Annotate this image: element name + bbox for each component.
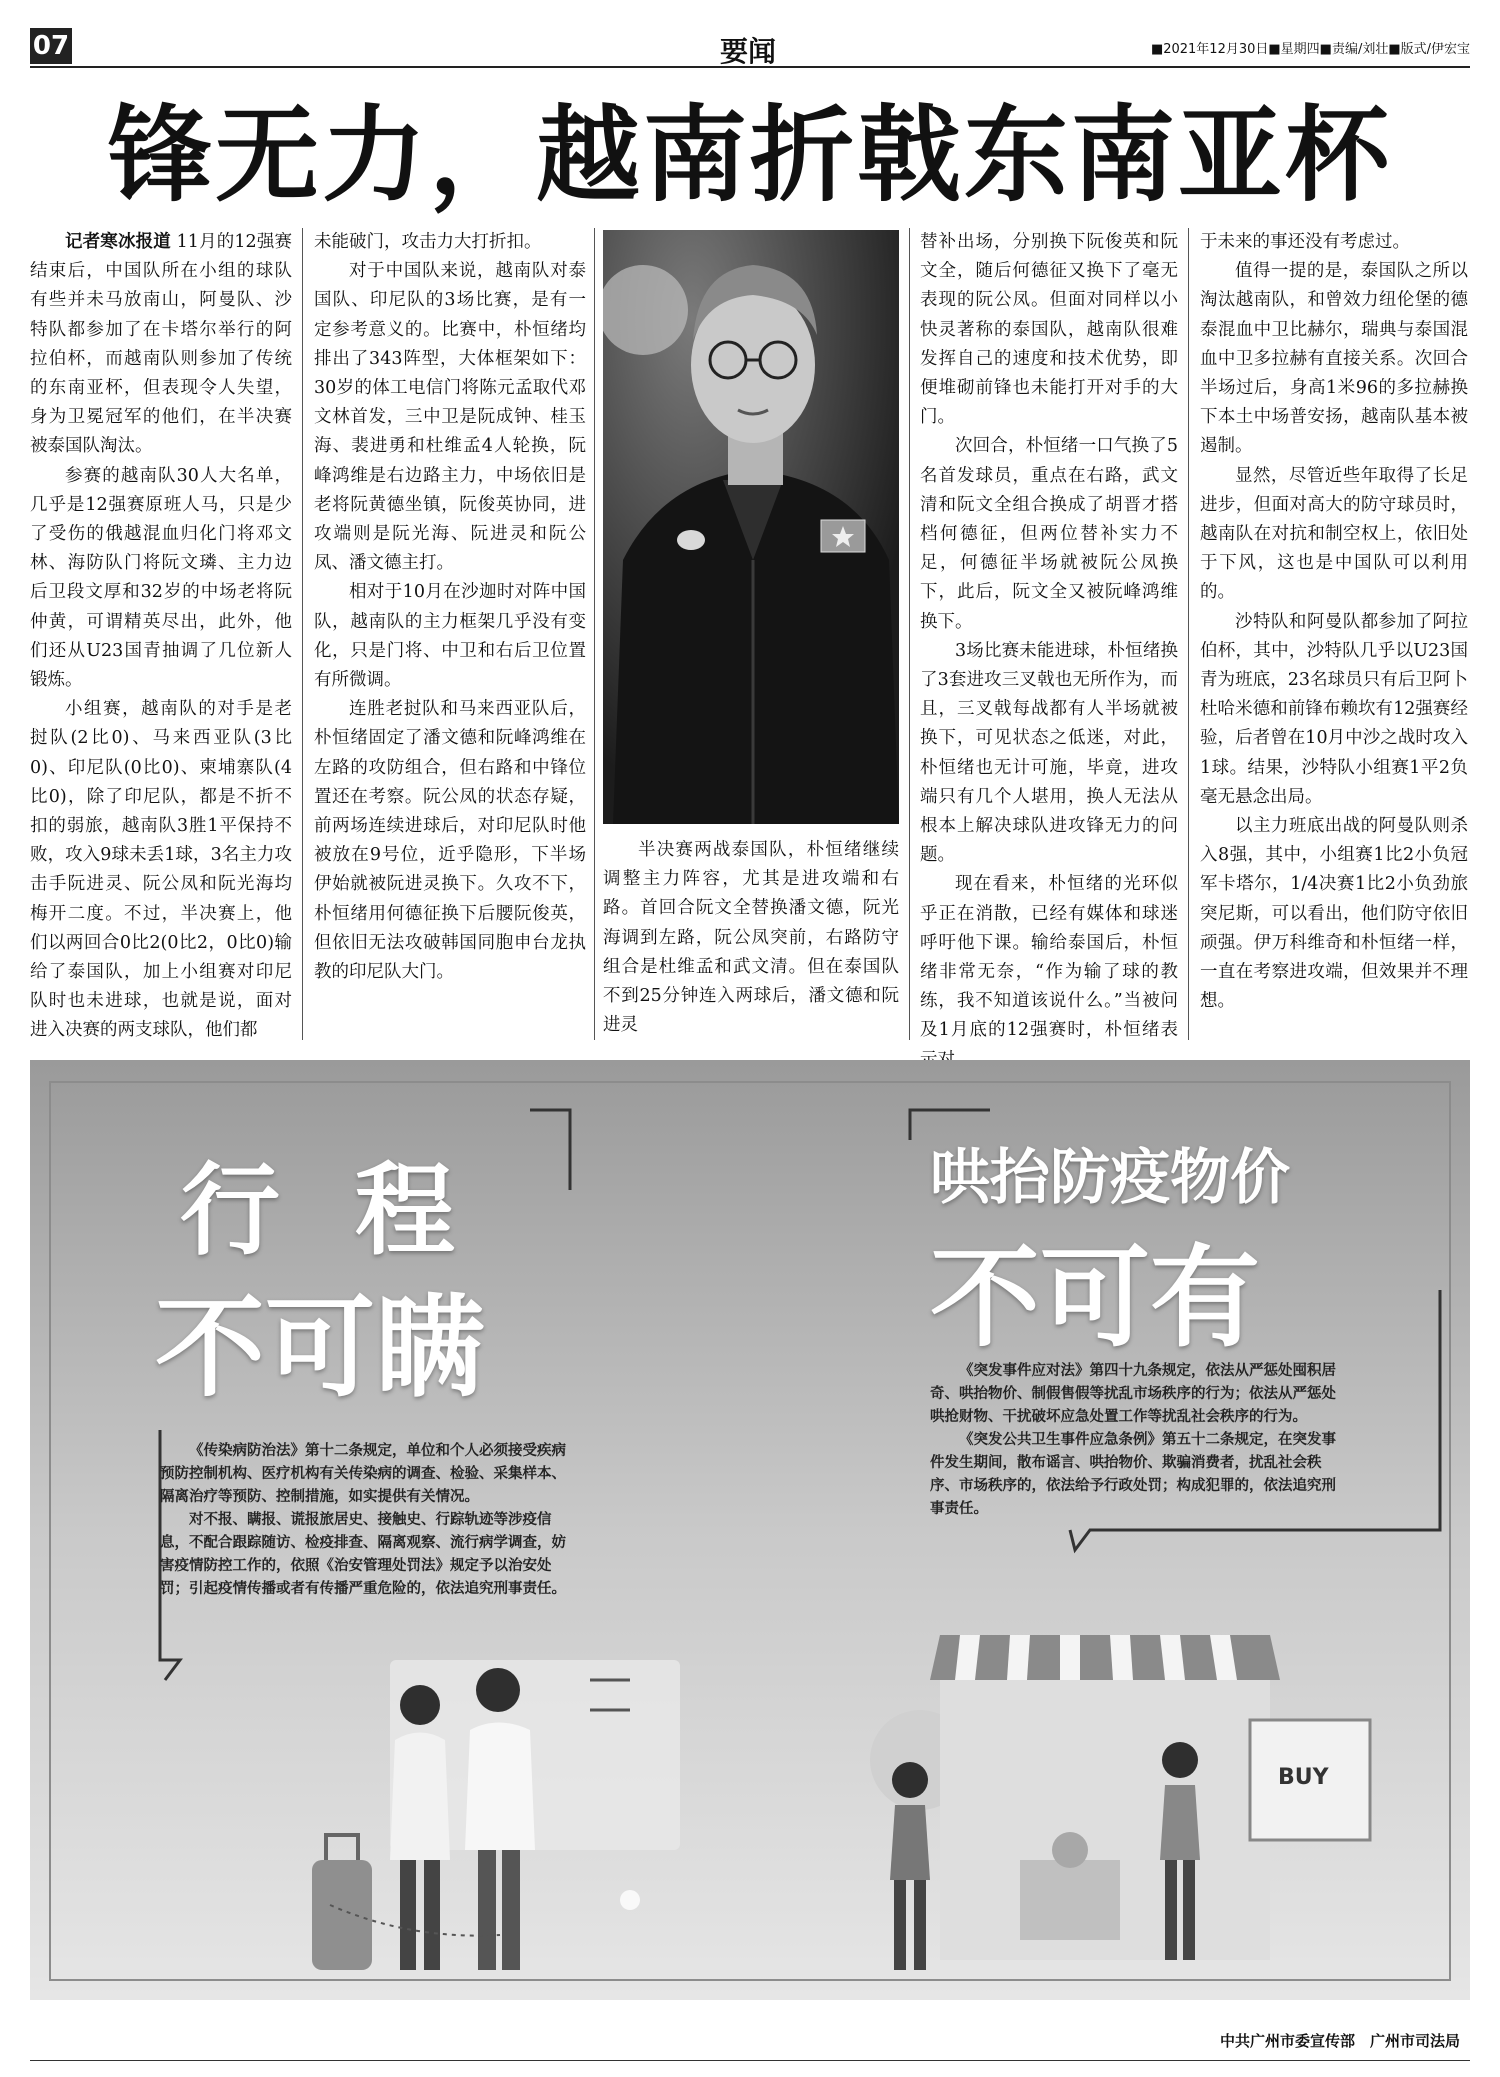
ad-left-body [160, 1440, 580, 1601]
paragraph: 半决赛两战泰国队，朴恒绪继续调整主力阵容，尤其是进攻端和右路。首回合阮文全替换潘文德，阮光海调到左路，阮公凤突前，右路防守组合是杜维孟和武文清。但在泰国队不到25分钟连入两球后，潘文德和阮进灵 [603, 840, 899, 1036]
ad-left-title-line1: 行 程 [180, 1152, 475, 1269]
article-column-4 [920, 228, 1178, 1075]
page-header [30, 28, 1470, 68]
ad-paragraph: 《传染病防治法》第十二条规定，单位和个人必须接受疾病预防控制机构、医疗机构有关传染病的调查、检验、采集样本、隔离治疗等预防、控制措施，如实提供有关情况。 [160, 1443, 566, 1505]
ad-credit: 中共广州市委宣传部 广州市司法局 [1219, 2032, 1460, 2050]
paragraph-text: 11月的12强赛结束后，中国队所在小组的球队有些并未马放南山，阿曼队、沙特队都参加了在卡塔尔举行的阿拉伯杯，而越南队则参加了传统的东南亚杯，但表现令人失望，身为卫冕冠军的他们，在半决赛被泰国队淘汰。 [30, 232, 292, 457]
ad-right-title-line1: 哄抬防疫物价 [930, 1143, 1290, 1213]
paragraph: 现在看来，朴恒绪的光环似乎正在消散，已经有媒体和球迷呼吁他下课。输给泰国后，朴恒绪非常无奈，“作为输了球的教练，我不知道该说什么。”当被问及1月底的12强赛时，朴恒绪表 [920, 874, 1178, 1041]
ad-right-title-line2: 不可有 [930, 1234, 1260, 1362]
article-column-2 [314, 228, 586, 987]
paragraph: 以主力班底出战的阿曼队则杀入8强，其中，小组赛1比2小负冠军卡塔尔，1/4决赛1比2小负劲旅突尼斯，可以看出，他们防守依旧顽强。伊万科维奇和朴恒绪一样，一直在考察进攻端，但效果并不理想。 [1200, 816, 1468, 1012]
column-divider [594, 228, 595, 1040]
paragraph: 参赛的越南队30人大名单，几乎是12强赛原班人马，只是少了受伤的俄越混血归化门将邓文林、海防队门将阮文璘、主力边后卫段文厚和32岁的中场老将阮仲黄，可谓精英尽出，此外，他们还从U23国青抽调了几位新人锻炼。 [30, 465, 292, 691]
ad-left-title-line2: 不可瞒 [155, 1284, 485, 1412]
paragraph: 沙特队和阿曼队都参加了阿拉伯杯，其中，沙特队几乎以U23国青为班底，23名球员只有后卫阿卜杜哈米德和前锋布赖坎有12强赛经验，后者曾在10月中沙之战时攻入1球。结果，沙特队小组赛1平2负毫无悬念出局。 [1200, 611, 1468, 807]
page-number: 07 [30, 28, 72, 64]
paragraph: 连胜老挝队和马来西亚队后，朴恒绪固定了潘文德和阮峰鸿维在左路的攻防组合，但右路和中锋位置还在考察。阮公凤的状态存疑，前两场连续进球后，对印尼队时他被放在9号位，近乎隐形，下半场伊始就被阮进灵换下。久攻不下，朴恒绪用何德征换下后腰阮俊英，但依旧无法攻破韩国同胞申台龙执教的印尼队大门。 [314, 699, 586, 983]
paragraph: 值得一提的是，泰国队之所以淘汰越南队，和曾效力纽伦堡的德泰混血中卫比赫尔，瑞典与泰国混血中卫多拉赫有直接关系。次回合半场过后，身高1米96的多拉赫换下本土中场普安扬，越南队基本被遏制。 [1200, 261, 1468, 457]
paragraph: 未能破门，攻击力大打折扣。 [314, 232, 542, 252]
ad-paragraph: 对不报、瞒报、谎报旅居史、接触史、行踪轨迹等涉疫信息，不配合跟踪随访、检疫排查、隔离观察、流行病学调查，妨害疫情防控工作的，依照《治安管理处罚法》规定予以治安处罚；引起疫情传播或者有传播严重危险的，依法追究刑事责任。 [160, 1512, 566, 1597]
byline: 记者寒冰报道 [65, 232, 171, 252]
headline: 锋无力，越南折戟东南亚杯 [107, 93, 1392, 216]
paragraph: 相对于10月在沙迦时对阵中国队，越南队的主力框架几乎没有变化，只是门将、中卫和右后卫位置有所微调。 [314, 582, 586, 691]
article-column-5 [1200, 228, 1468, 1016]
public-service-ad [30, 1060, 1470, 2000]
section-title: 要闻 [720, 35, 777, 68]
dateline: ■2021年12月30日■星期四■责编/刘壮■版式/伊宏宝 [1150, 42, 1470, 57]
paragraph: 对于中国队来说，越南队对泰国队、印尼队的3场比赛，是有一定参考意义的。比赛中，朴恒绪均排出了343阵型，大体框架如下：30岁的体工电信门将陈元孟取代邓文林首发，三中卫是阮成钟、桂玉海、裴进勇和杜维孟4人轮换，阮峰鸿维是右边路主力，中场依旧是老将阮黄德坐镇，阮俊英协同，进攻端则是阮光海、阮进灵和阮公凤、潘文德主打。 [314, 261, 586, 574]
ad-right-body [930, 1360, 1350, 1521]
paragraph: 替补出场，分别换下阮俊英和阮文全，随后何德征又换下了毫无表现的阮公凤。但面对同样以小快灵著称的泰国队，越南队很难发挥自己的速度和技术优势，即便堆砌前锋也未能打开对手的大门。 [920, 232, 1178, 428]
column-divider [909, 228, 910, 1040]
photo-caption-column [603, 836, 899, 1040]
ad-paragraph: 《突发公共卫生事件应急条例》第五十二条规定，在突发事件发生期间，散布谣言、哄抬物价、欺骗消费者，扰乱社会秩序、市场秩序的，依法给予行政处罚；构成犯罪的，依法追究刑事责任。 [930, 1432, 1336, 1517]
paragraph: 次回合，朴恒绪一口气换了5名首发球员，重点在右路，武文清和阮文全组合换成了胡晋才搭档何德征，但两位替补实力不足，何德征半场就被阮公凤换下，此后，阮文全又被阮峰鸿维换下。 [920, 436, 1178, 632]
ad-paragraph: 《突发事件应对法》第四十九条规定，依法从严惩处囤积居奇、哄抬物价、制假售假等扰乱市场秩序的行为；依法从严惩处哄抢财物、干扰破坏应急处置工作等扰乱社会秩序的行为。 [930, 1363, 1336, 1425]
column-divider [302, 228, 303, 1040]
column-divider [1188, 228, 1189, 1040]
paragraph: 于未来的事还没有考虑过。 [1200, 232, 1410, 252]
buy-sign: BUY [1278, 1765, 1329, 1790]
coach-photo-illustration [603, 230, 899, 824]
paragraph: 小组赛，越南队的对手是老挝队(2比0)、马来西亚队(3比0)、印尼队(0比0)、柬埔寨队(4比0)，除了印尼队，都是不折不扣的弱旅，越南队3胜1平保持不败，攻入9球未丢1球，3名主力攻击手阮进灵、阮公凤和阮光海均梅开二度。不过，半决赛上，他们以两回合0比2(0比2，0比0)输给了泰国队，加上小组赛对印尼队时也未进球，也就是说，面对进入决赛的两支球队，他们都 [30, 699, 292, 1041]
paragraph: 3场比赛未能进球，朴恒绪换了3套进攻三叉戟也无所作为，而且，三叉戟每战都有人半场就被换下，可见状态之低迷，对此，朴恒绪也无计可施，毕竟，进攻端只有几个人堪用，换人无法从根本上解决球队进攻锋无力的问题。 [920, 640, 1178, 866]
paragraph: 显然，尽管近些年取得了长足进步，但面对高大的防守球员时，越南队在对抗和制空权上，依旧处于下风，这也是中国队可以利用的。 [1200, 465, 1468, 603]
coach-photo [603, 230, 899, 824]
article-column-1 [30, 228, 292, 1046]
paragraph [30, 228, 292, 462]
bottom-rule [30, 2060, 1470, 2061]
